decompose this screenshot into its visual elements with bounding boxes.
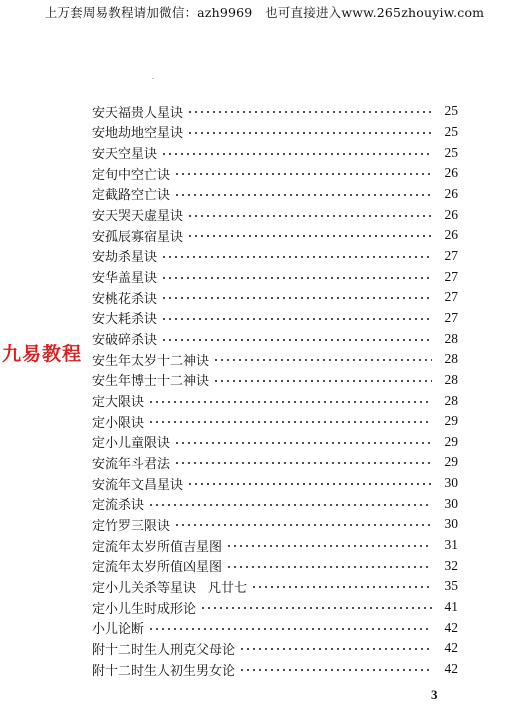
toc-entry-title: 安天哭天虚星诀: [92, 209, 184, 225]
toc-entry: [92, 163, 458, 184]
dot-leader: [239, 663, 432, 677]
toc-entry-title: 定截路空亡诀: [92, 188, 171, 204]
toc-entry-title: 安孤辰寡宿星诀: [92, 229, 184, 245]
toc-entry-page: 25: [444, 103, 458, 119]
table-of-contents: [92, 101, 458, 679]
dot-leader: [148, 498, 432, 512]
toc-entry-title: 定大限诀: [92, 395, 145, 411]
toc-entry: [92, 638, 458, 659]
toc-entry-page: 25: [444, 144, 458, 160]
toc-entry-page: 27: [444, 247, 458, 263]
toc-entry: [92, 473, 458, 494]
toc-entry-page: 26: [444, 206, 458, 222]
toc-entry-page: 28: [444, 330, 458, 346]
toc-entry-title: 定流年太岁所值吉星图: [92, 539, 223, 555]
dot-leader: [187, 477, 432, 491]
toc-entry-title: 安地劫地空星诀: [92, 126, 184, 142]
dot-leader: [226, 539, 432, 553]
toc-entry-title: 定竹罗三限诀: [92, 518, 171, 534]
toc-entry: [92, 225, 458, 246]
dot-leader: [213, 374, 432, 388]
dot-leader: [251, 580, 432, 594]
toc-entry-page: 30: [444, 516, 458, 532]
toc-entry: [92, 617, 458, 638]
toc-entry-page: 26: [444, 165, 458, 181]
toc-entry-title: 定小限诀: [92, 415, 145, 431]
toc-entry: [92, 266, 458, 287]
toc-entry: [92, 597, 458, 618]
dot-leader: [161, 333, 432, 347]
toc-entry-page: 42: [444, 661, 458, 677]
toc-entry-title: 安华盖星诀: [92, 271, 158, 287]
toc-entry-page: 27: [444, 289, 458, 305]
toc-entry-title: 安大耗杀诀: [92, 312, 158, 328]
toc-entry: [92, 122, 458, 143]
dot-leader: [187, 229, 432, 243]
toc-entry-title: 定流年太岁所值凶星图: [92, 560, 223, 576]
toc-entry: [92, 390, 458, 411]
header-banner: 上万套周易教程请加微信：azh9969 也可直接进入www.265zhouyiw.com: [44, 5, 485, 20]
toc-entry-title: 安天福贵人星诀: [92, 105, 184, 121]
dot-leader: [174, 188, 432, 202]
toc-entry: [92, 555, 458, 576]
toc-entry-page: 29: [444, 454, 458, 470]
dot-leader: [161, 312, 432, 326]
dot-leader: [187, 209, 432, 223]
toc-entry-page: 27: [444, 268, 458, 284]
toc-entry-page: 35: [444, 578, 458, 594]
toc-entry-title: 安生年太岁十二神诀: [92, 353, 210, 369]
scan-speck: [152, 78, 154, 79]
toc-entry-page: 28: [444, 392, 458, 408]
toc-entry-page: 30: [444, 475, 458, 491]
toc-entry-title: 定流杀诀: [92, 498, 145, 514]
dot-leader: [226, 560, 432, 574]
toc-entry-page: 42: [444, 640, 458, 656]
toc-entry-title: 定旬中空亡诀: [92, 167, 171, 183]
toc-entry-title: 安劫杀星诀: [92, 250, 158, 266]
toc-entry: [92, 370, 458, 391]
toc-entry: [92, 493, 458, 514]
toc-entry-page: 27: [444, 309, 458, 325]
dot-leader: [187, 126, 432, 140]
toc-entry-note: 凡廿七: [208, 580, 248, 596]
dot-leader: [161, 271, 432, 285]
dot-leader: [213, 353, 432, 367]
toc-entry-title: 安破碎杀诀: [92, 333, 158, 349]
toc-entry-title: 定小儿关杀等星诀: [92, 580, 197, 596]
toc-entry-page: 26: [444, 227, 458, 243]
toc-entry: [92, 101, 458, 122]
toc-entry: [92, 411, 458, 432]
toc-entry-title: 附十二时生人刑克父母论: [92, 642, 236, 658]
toc-entry-page: 29: [444, 433, 458, 449]
toc-entry-page: 42: [444, 619, 458, 635]
toc-entry-page: 29: [444, 413, 458, 429]
toc-entry: [92, 452, 458, 473]
toc-entry-page: 30: [444, 495, 458, 511]
toc-entry: [92, 204, 458, 225]
toc-entry-page: 31: [444, 537, 458, 553]
toc-entry: [92, 246, 458, 267]
toc-entry: [92, 659, 458, 680]
toc-entry: [92, 432, 458, 453]
dot-leader: [174, 518, 432, 532]
toc-entry: [92, 576, 458, 597]
toc-entry-page: 26: [444, 185, 458, 201]
dot-leader: [161, 291, 432, 305]
toc-entry-title: 安生年博士十二神诀: [92, 374, 210, 390]
toc-entry-page: 32: [444, 557, 458, 573]
page-number: 3: [431, 687, 438, 702]
dot-leader: [161, 147, 432, 161]
toc-entry: [92, 535, 458, 556]
dot-leader: [174, 436, 432, 450]
dot-leader: [174, 167, 432, 181]
toc-entry: [92, 287, 458, 308]
dot-leader: [200, 601, 432, 615]
dot-leader: [174, 456, 432, 470]
toc-entry-page: 28: [444, 351, 458, 367]
watermark-logo: 九易教程: [2, 343, 83, 365]
toc-entry: [92, 308, 458, 329]
toc-entry: [92, 514, 458, 535]
toc-entry-page: 28: [444, 371, 458, 387]
dot-leader: [148, 395, 432, 409]
toc-entry: [92, 328, 458, 349]
dot-leader: [161, 250, 432, 264]
dot-leader: [148, 622, 432, 636]
toc-entry-title: 安桃花杀诀: [92, 291, 158, 307]
dot-leader: [187, 105, 432, 119]
toc-entry-title: 安流年斗君法: [92, 456, 171, 472]
toc-entry-page: 41: [444, 599, 458, 615]
toc-entry-title: 定小儿童限诀: [92, 436, 171, 452]
toc-entry-title: 小儿论断: [92, 622, 145, 638]
toc-entry: [92, 184, 458, 205]
dot-leader: [239, 642, 432, 656]
toc-entry-title: 定小儿生时成形论: [92, 601, 197, 617]
toc-entry: [92, 142, 458, 163]
toc-entry: [92, 349, 458, 370]
dot-leader: [148, 415, 432, 429]
toc-entry-title: 附十二时生人初生男女论: [92, 663, 236, 679]
toc-entry-title: 安流年文昌星诀: [92, 477, 184, 493]
toc-entry-title: 安天空星诀: [92, 147, 158, 163]
toc-entry-page: 25: [444, 123, 458, 139]
